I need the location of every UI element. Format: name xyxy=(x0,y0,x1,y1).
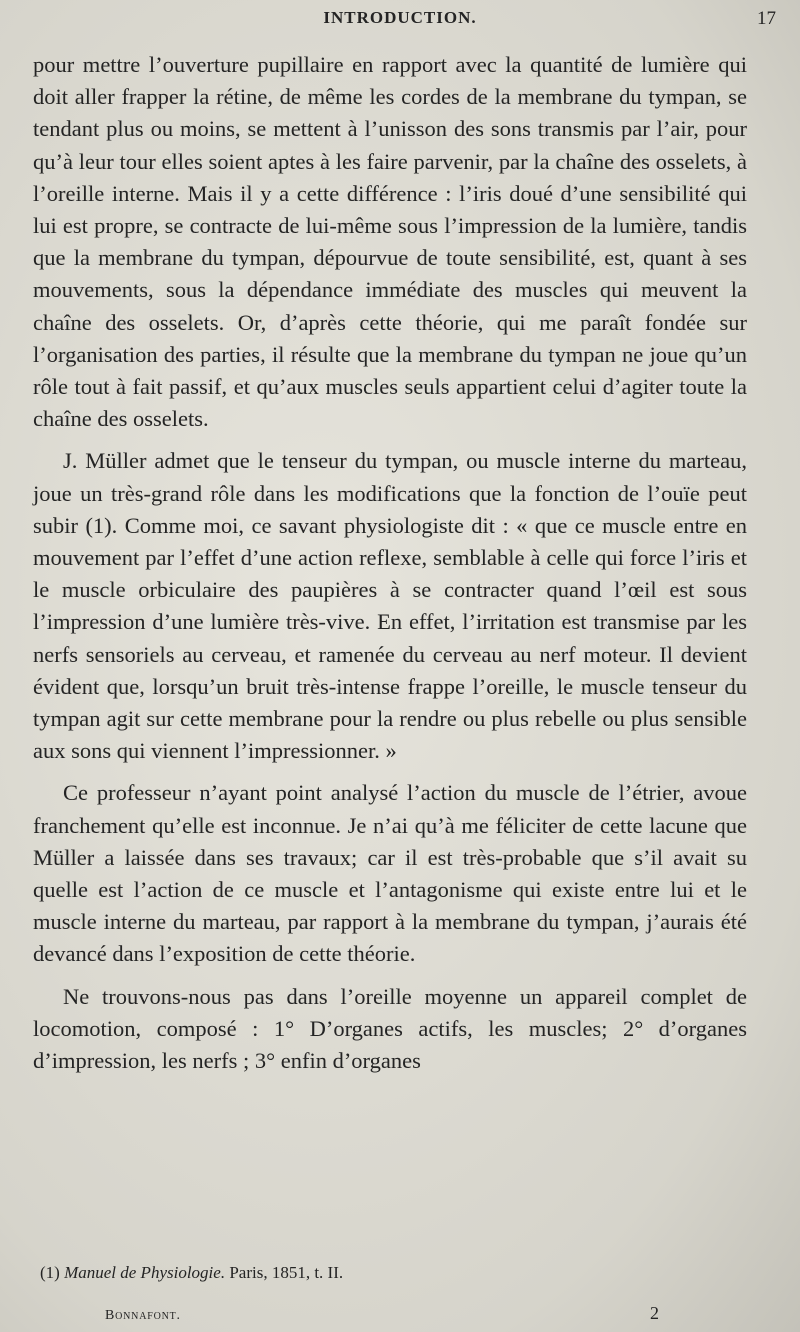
paragraph-professeur: Ce professeur n’ayant point analysé l’action du muscle de l’étrier, avoue franchement qu’elle est inconnue. Je n’ai qu’à me féliciter de cette lacune que Müller a laissée dans ses travaux; car il est très-probable que s’il avait su quelle est l’action de ce muscle et l’antagonisme qui existe entre lui et le muscle interne du marteau, par rapport à la membrane du tympan, j’aurais été devancé dans l’exposition de cette théorie. xyxy=(33,780,747,967)
running-head: INTRODUCTION. xyxy=(323,8,477,27)
page-number: 17 xyxy=(757,8,776,29)
paragraph-continuation: pour mettre l’ouverture pupillaire en rapport avec la quantité de lumière qui doit aller frapper la rétine, de même les cordes de la membrane du tympan, se tendant plus ou moins, se mettent à l’unisson des sons transmis par l’air, pour qu’à leur tour elles soient aptes à les faire parvenir, par la chaîne des osselets, à l’oreille interne. Mais il y a cette différence : l’iris doué d’une sensibilité qui lui est propre, se contracte de lui-même sous l’impression de la lumière, tandis que la membrane du tympan, dépourvue de toute sensibilité, est, quant à ses mouvements, sous la dépendance immédiate des muscles qui meuvent la chaîne des osselets. Or, d’après cette théorie, qui me paraît fondée sur l’organisation des parties, il résulte que la membrane du tympan ne joue qu’un rôle tout à fait passif, et qu’aux muscles seuls appartient celui d’agiter toute la chaîne des osselets. xyxy=(33,52,747,432)
printer-signature: Bonnafont. xyxy=(105,1308,181,1323)
page-header xyxy=(0,6,800,36)
footnote xyxy=(40,1263,740,1283)
footnote-details: Paris, 1851, t. II. xyxy=(229,1263,344,1282)
footnote-title: Manuel de Physiologie. xyxy=(64,1263,226,1282)
paragraph-oreille-moyenne: Ne trouvons-nous pas dans l’oreille moyenne un appareil complet de locomotion, composé : 1° D’organes actifs, les muscles; 2° d’organes d’impression, les nerfs ; 3° enfin d’organes xyxy=(33,983,747,1074)
sheet-signature-mark: 2 xyxy=(650,1303,659,1323)
paragraph-muller: J. Müller admet que le tenseur du tympan, ou muscle interne du marteau, joue un très-grand rôle dans les modifications que la fonction de l’ouïe peut subir (1). Comme moi, ce savant physiologiste dit : « que ce muscle entre en mouvement par l’effet d’une action reflexe, semblable à celle qui force l’iris et le muscle orbiculaire des paupières à se contracter quand l’œil est sous l’impression d’une lumière très-vive. En effet, l’irritation est transmise par les nerfs sensoriels au cerveau, et ramenée du cerveau au nerf moteur. Il devient évident que, lorsqu’un bruit très-intense frappe l’oreille, le muscle tenseur du tympan agit sur cette membrane pour la rendre ou plus rebelle ou plus sensible aux sons qui viennent l’impressionner. » xyxy=(33,448,747,764)
footnote-marker: (1) xyxy=(40,1263,60,1282)
body-text xyxy=(33,49,747,1087)
